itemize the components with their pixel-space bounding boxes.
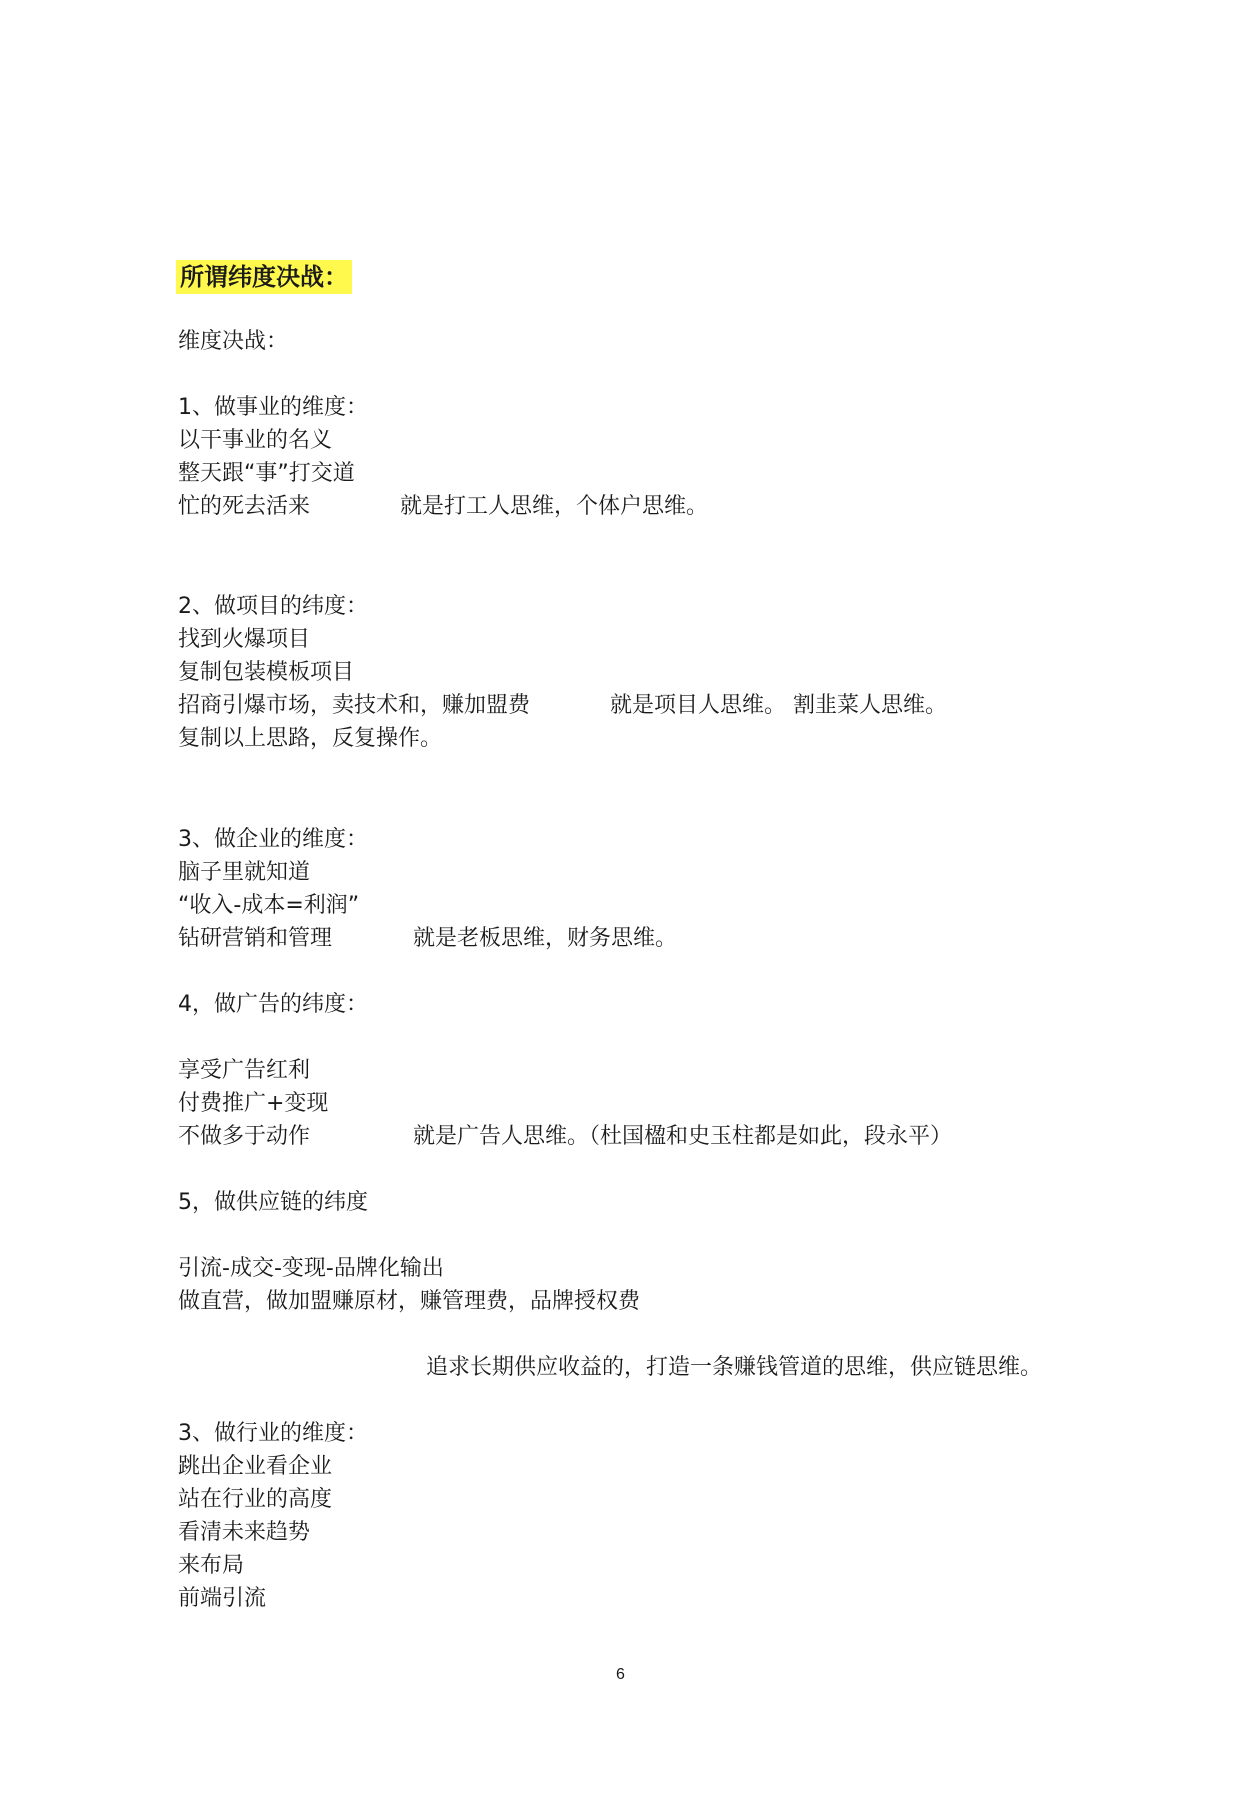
section2-line: 招商引爆市场，卖技术和，赚加盟费 [178,693,531,718]
section1-line: 整天跟“事”打交道 [178,461,355,486]
section6-line: 站在行业的高度 [178,1487,333,1512]
section6-line: 前端引流 [178,1586,267,1611]
section3-line: 脑子里就知道 [178,860,311,885]
section2-title: 2、做项目的纬度： [178,594,368,619]
section4-line: 不做多于动作 [178,1124,311,1149]
section3-line: “收入-成本=利润” [178,893,360,918]
page-number: 6 [616,1666,625,1683]
section1-line: 以干事业的名义 [178,428,333,453]
section2-conclusion: 就是项目人思维。 割韭菜人思维。 [610,693,947,718]
section2-line: 复制包装模板项目 [178,660,355,685]
intro-text: 维度决战： [178,329,289,354]
section4-line: 享受广告红利 [178,1058,311,1083]
section3-line: 钻研营销和管理 [178,926,333,951]
section4-line: 付费推广+变现 [178,1091,329,1116]
section5-line: 引流-成交-变现-品牌化输出 [178,1256,444,1281]
section1-line: 忙的死去活来 [178,494,311,519]
section6-line: 看清未来趋势 [178,1520,311,1545]
section4-conclusion: 就是广告人思维。（杜国楹和史玉柱都是如此，段永平） [413,1124,953,1149]
section4-title: 4，做广告的纬度： [178,992,368,1017]
page-heading: 所谓纬度决战： [176,260,352,294]
section1-conclusion: 就是打工人思维，个体户思维。 [400,494,709,519]
section6-line: 跳出企业看企业 [178,1454,333,1479]
section3-conclusion: 就是老板思维，财务思维。 [413,926,678,951]
section1-title: 1、做事业的维度： [178,395,368,420]
section2-line: 复制以上思路，反复操作。 [178,726,443,751]
section5-title: 5，做供应链的纬度 [178,1190,368,1215]
section5-conclusion: 追求长期供应收益的，打造一条赚钱管道的思维，供应链思维。 [426,1355,1043,1380]
section2-line: 找到火爆项目 [178,627,311,652]
section5-line: 做直营，做加盟赚原材，赚管理费，品牌授权费 [178,1289,641,1314]
section3-title: 3、做企业的维度： [178,827,368,852]
section6-title: 3、做行业的维度： [178,1421,368,1446]
section6-line: 来布局 [178,1553,245,1578]
